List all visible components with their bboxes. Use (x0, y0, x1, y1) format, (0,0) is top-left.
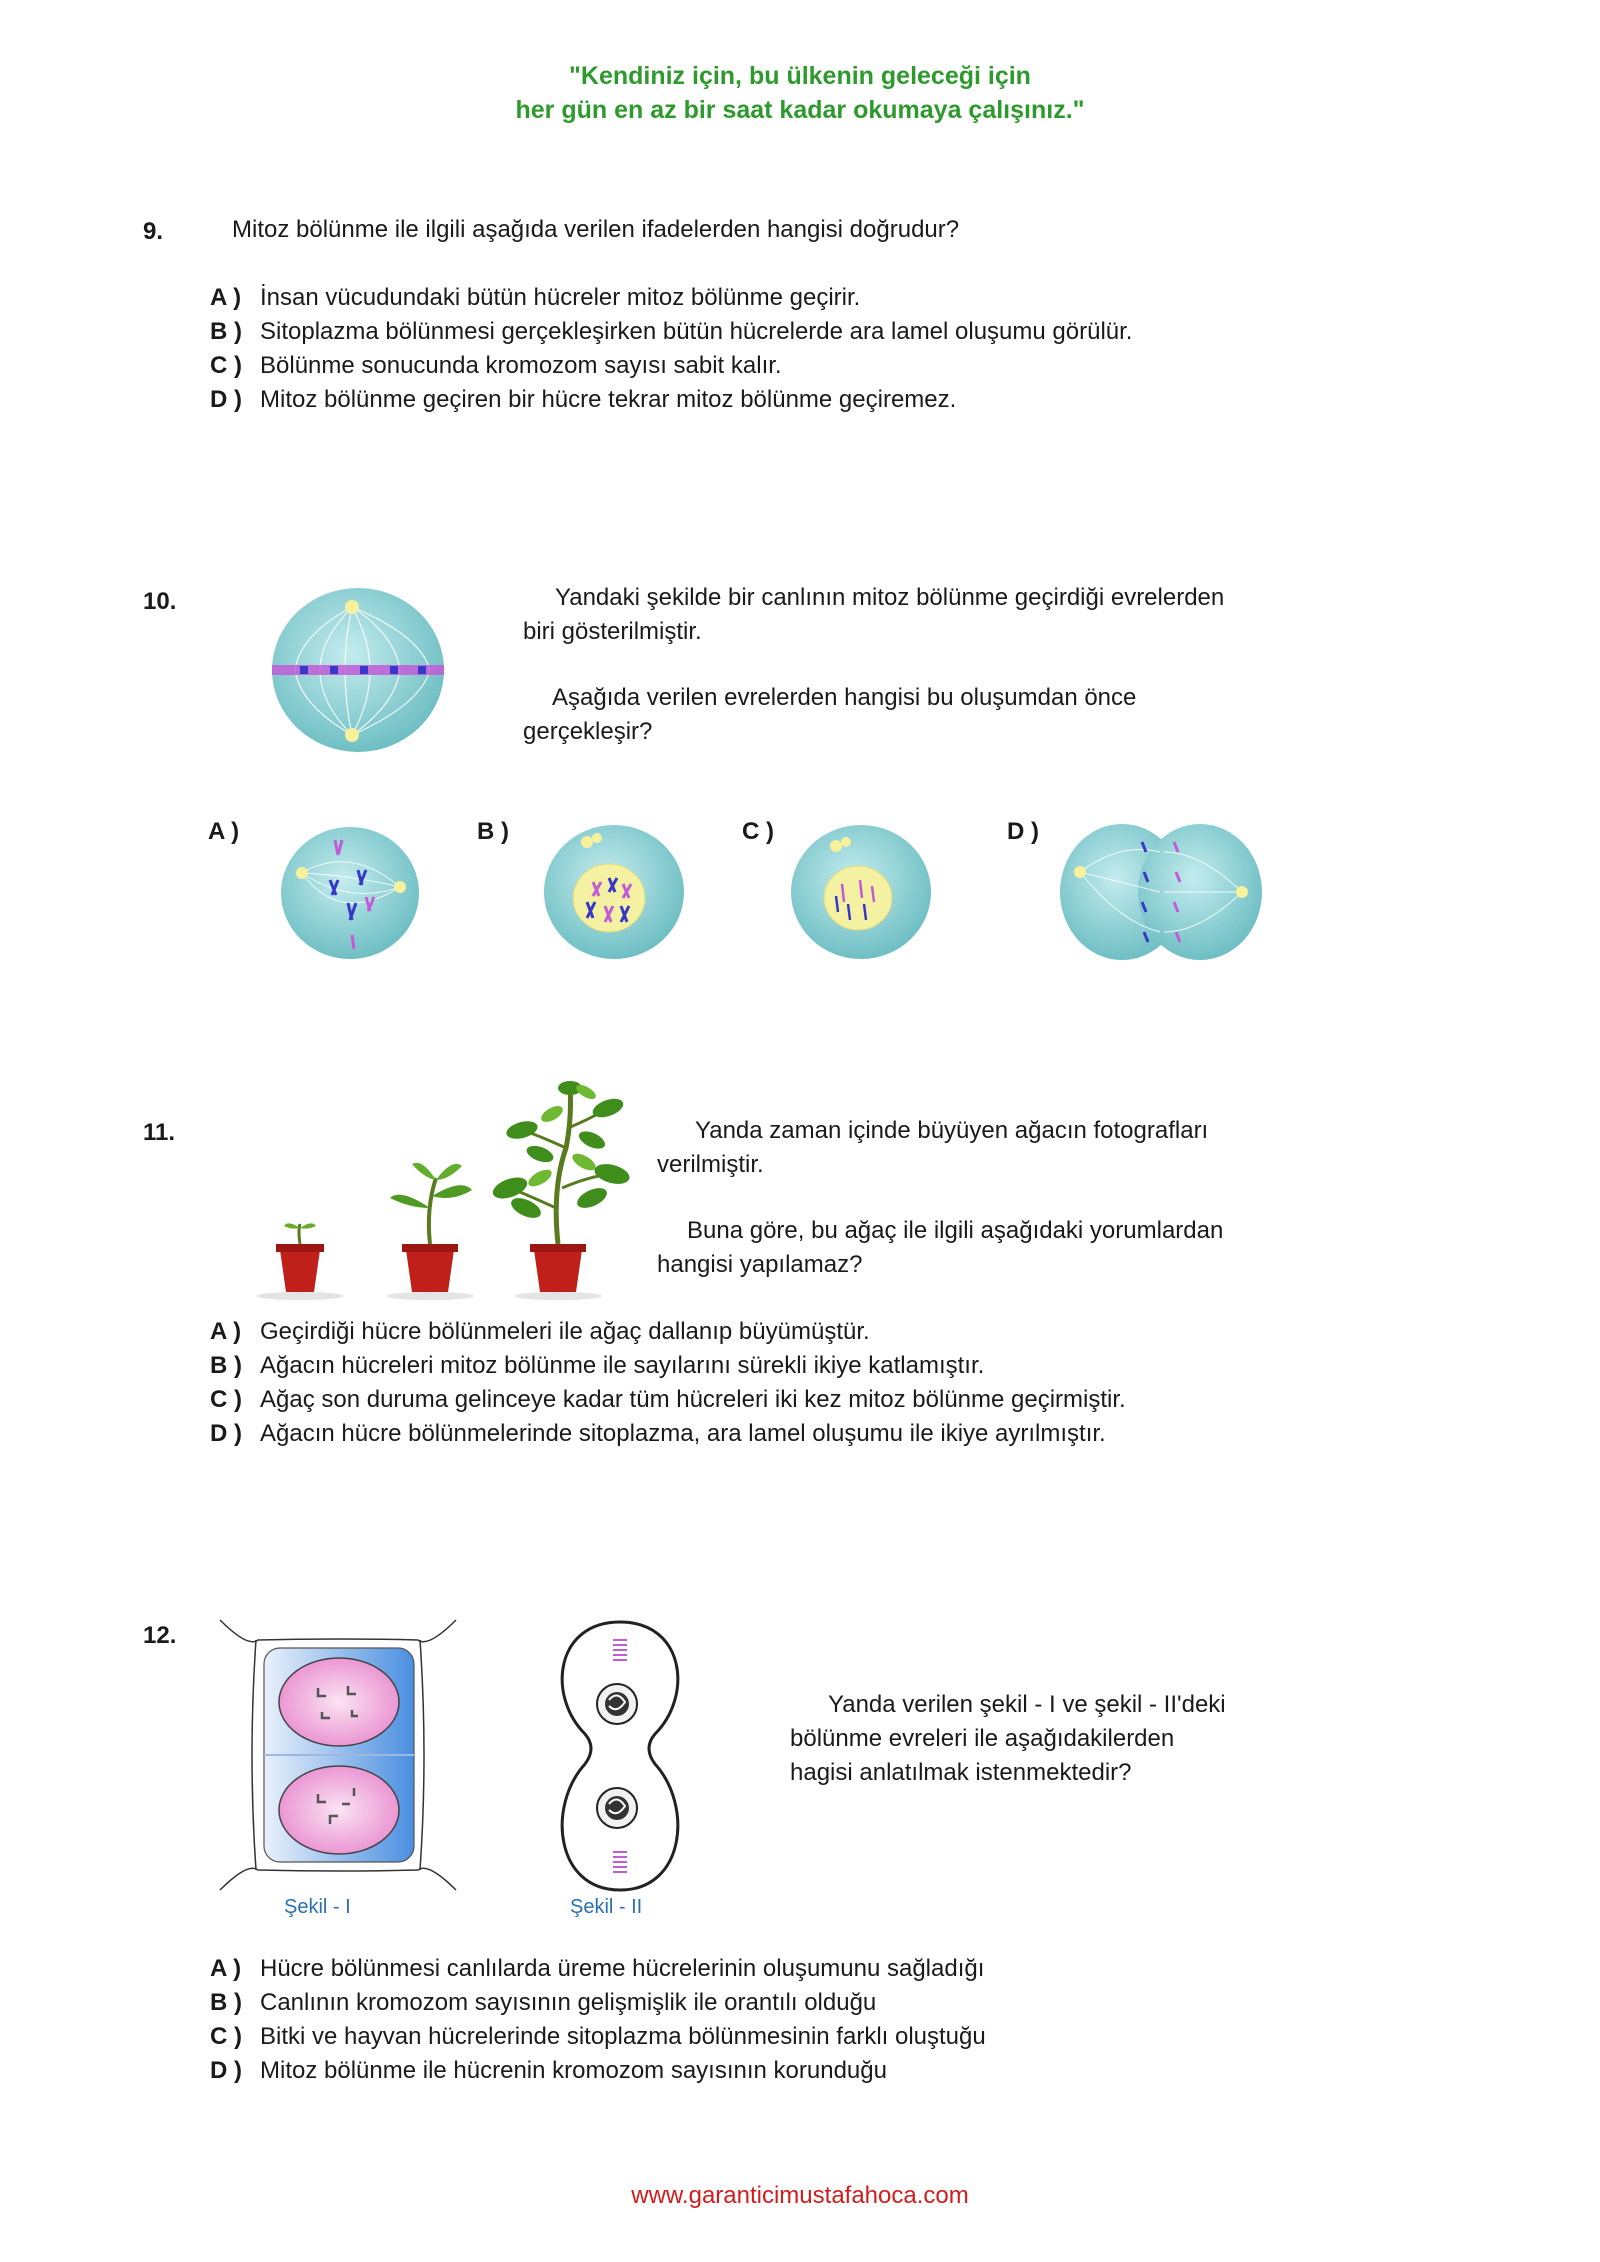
q9-option-d[interactable] (210, 383, 956, 417)
option-label: D ) (210, 2057, 242, 2084)
option-label: C ) (210, 1386, 242, 1413)
option-text: Hücre bölünmesi canlılarda üreme hücrelerinin oluşumunu sağladığı (260, 1955, 985, 1982)
q10-option-b-label[interactable]: B ) (477, 818, 509, 845)
option-text: Canlının kromozom sayısının gelişmişlik ile orantılı olduğu (260, 1989, 877, 2016)
question-10-number: 10. (143, 588, 177, 615)
option-text: Ağaç son duruma gelinceye kadar tüm hücreleri iki kez mitoz bölünme geçirmiştir. (260, 1386, 1126, 1413)
footer-url[interactable]: www.garanticimustafahoca.com (631, 2182, 969, 2209)
question-9-text: Mitoz bölünme ile ilgili aşağıda verilen ifadelerden hangisi doğrudur? (232, 216, 960, 243)
option-label: B ) (210, 1989, 242, 2016)
question-10-text-2b: gerçekleşir? (523, 718, 653, 745)
question-9-number: 9. (143, 218, 164, 245)
option-text: Ağacın hücre bölünmelerinde sitoplazma, ara lamel oluşumu ile ikiye ayrılmıştır. (260, 1420, 1106, 1447)
question-10-text-2a: Aşağıda verilen evrelerden hangisi bu oluşumdan önce (552, 684, 1137, 711)
option-label: B ) (210, 318, 242, 345)
q9-option-c[interactable] (210, 349, 782, 383)
q10-option-b-cell-image[interactable] (543, 822, 685, 960)
figure-2-animal-cell-image (545, 1618, 695, 1894)
option-text: Bölünme sonucunda kromozom sayısı sabit kalır. (260, 352, 782, 379)
question-12-text-1: Yanda verilen şekil - I ve şekil - II'deki (828, 1691, 1226, 1718)
q10-option-c-cell-image[interactable] (790, 822, 932, 960)
q11-option-a[interactable] (210, 1315, 870, 1349)
q12-option-b[interactable] (210, 1986, 876, 2020)
question-10-text-1b: biri gösterilmiştir. (523, 618, 702, 645)
q11-option-c[interactable] (210, 1383, 1126, 1417)
question-11-text-1b: verilmiştir. (657, 1151, 764, 1178)
option-label: B ) (210, 1352, 242, 1379)
q12-option-c[interactable] (210, 2020, 986, 2054)
q9-option-b[interactable] (210, 315, 1132, 349)
q9-option-a[interactable] (210, 281, 860, 315)
question-11-text-2b: hangisi yapılamaz? (657, 1251, 863, 1278)
question-12-text-3: hagisi anlatılmak istenmektedir? (790, 1759, 1132, 1786)
q12-option-a[interactable] (210, 1952, 984, 1986)
option-label: D ) (210, 1420, 242, 1447)
figure-2-caption: Şekil - II (570, 1896, 643, 1918)
q10-option-a-label[interactable]: A ) (208, 818, 240, 845)
figure-1-caption: Şekil - I (284, 1896, 351, 1918)
option-label: A ) (210, 1955, 242, 1982)
q10-option-a-cell-image[interactable] (280, 825, 420, 960)
option-label: D ) (210, 386, 242, 413)
q11-option-b[interactable] (210, 1349, 984, 1383)
q10-option-d-label[interactable]: D ) (1007, 818, 1039, 845)
motto-line-2: her gün en az bir saat kadar okumaya çalışınız." (515, 96, 1085, 124)
option-label: C ) (210, 2023, 242, 2050)
metaphase-cell-image (270, 585, 450, 755)
option-text: Sitoplazma bölünmesi gerçekleşirken bütün hücrelerde ara lamel oluşumu görülür. (260, 318, 1133, 345)
question-11-text-2a: Buna göre, bu ağaç ile ilgili aşağıdaki yorumlardan (687, 1217, 1224, 1244)
option-label: C ) (210, 352, 242, 379)
question-11-number: 11. (143, 1119, 176, 1146)
option-text: Mitoz bölünme ile hücrenin kromozom sayısının korunduğu (260, 2057, 887, 2084)
question-12-number: 12. (143, 1622, 177, 1649)
q11-option-d[interactable] (210, 1417, 1106, 1451)
question-11-text-1a: Yanda zaman içinde büyüyen ağacın fotografları (695, 1117, 1209, 1144)
option-text: İnsan vücudundaki bütün hücreler mitoz bölünme geçirir. (260, 284, 861, 311)
option-label: A ) (210, 1318, 242, 1345)
option-text: Geçirdiği hücre bölünmeleri ile ağaç dallanıp büyümüştür. (260, 1318, 870, 1345)
question-10-text-1a: Yandaki şekilde bir canlının mitoz bölünme geçirdiği evrelerden (555, 584, 1225, 611)
option-text: Ağacın hücreleri mitoz bölünme ile sayılarını sürekli ikiye katlamıştır. (260, 1352, 985, 1379)
option-text: Mitoz bölünme geçiren bir hücre tekrar mitoz bölünme geçiremez. (260, 386, 957, 413)
figure-1-plant-cell-image (218, 1618, 458, 1894)
q12-option-d[interactable] (210, 2054, 887, 2088)
motto-line-1: "Kendiniz için, bu ülkenin geleceği için (569, 62, 1031, 90)
option-label: A ) (210, 284, 242, 311)
question-12-text-2: bölünme evreleri ile aşağıdakilerden (790, 1725, 1175, 1752)
option-text: Bitki ve hayvan hücrelerinde sitoplazma bölünmesinin farklı oluştuğu (260, 2023, 986, 2050)
q10-option-c-label[interactable]: C ) (742, 818, 774, 845)
plant-growth-image (240, 1078, 640, 1300)
q10-option-d-cell-image[interactable] (1060, 822, 1262, 962)
